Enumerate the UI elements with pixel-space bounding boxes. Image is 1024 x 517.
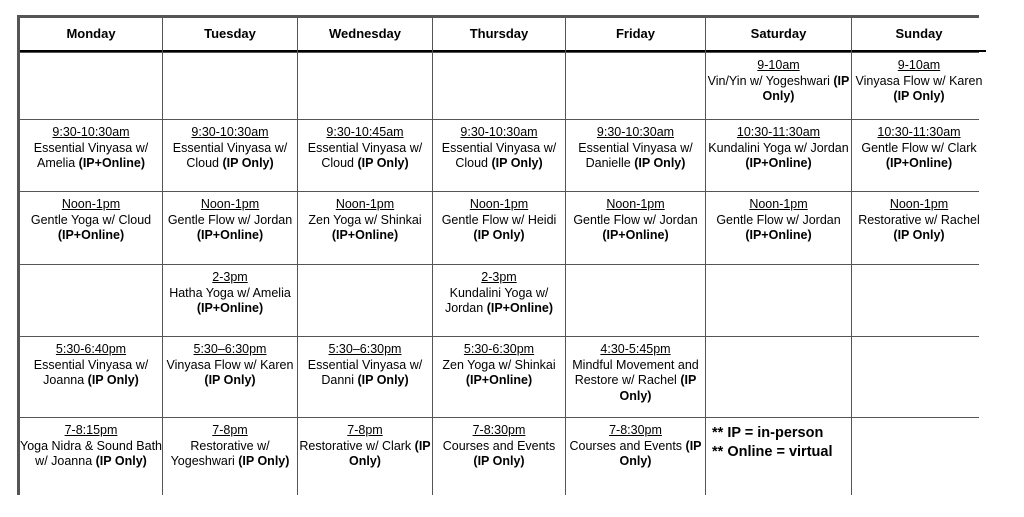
class-title: Gentle Flow w/ Heidi (441, 212, 557, 227)
class-mode: (IP+Online) (745, 156, 812, 170)
empty-slot (566, 53, 705, 119)
class-title: Gentle Flow w/ Jordan (167, 212, 293, 227)
class-slot (163, 418, 297, 498)
empty-slot (706, 337, 851, 417)
class-time: 2-3pm (212, 270, 248, 284)
empty-slot (566, 265, 705, 336)
legend-line: ** Online = virtual (712, 444, 833, 460)
class-slot (20, 418, 162, 498)
class-slot (433, 192, 565, 264)
class-mode: (IP Only) (619, 373, 697, 403)
class-mode: (IP Only) (634, 156, 686, 170)
class-slot (298, 120, 432, 191)
day-header-thursday: Thursday (433, 18, 565, 52)
class-time: 9:30-10:30am (596, 125, 675, 139)
class-mode: (IP Only) (95, 454, 147, 468)
class-time: 9:30-10:30am (460, 125, 538, 139)
class-slot (20, 192, 162, 264)
class-title: Mindful Movement and Restore w/ Rachel (572, 357, 699, 387)
class-time: 9:30-10:45am (326, 125, 404, 139)
class-title: Courses and Events (442, 438, 556, 453)
empty-slot (852, 265, 986, 336)
class-slot (706, 120, 851, 191)
class-mode: (IP Only) (222, 156, 274, 170)
class-mode: (IP+Online) (465, 373, 533, 387)
class-slot (706, 53, 851, 119)
class-slot (163, 192, 297, 264)
class-time: 7-8pm (347, 423, 383, 437)
class-mode: (IP+Online) (331, 228, 399, 242)
class-time: 5:30–6:30pm (328, 342, 402, 356)
class-time: 9:30-10:30am (191, 125, 269, 139)
class-slot (566, 120, 705, 191)
class-title: Restorative w/ Yogeshwari (170, 438, 270, 468)
class-title: Courses and Events (569, 438, 686, 453)
class-mode: (IP+Online) (57, 228, 125, 242)
class-time: 10:30-11:30am (736, 125, 821, 139)
class-slot (566, 192, 705, 264)
class-title: Essential Vinyasa w/ Danielle (578, 140, 693, 170)
class-slot (566, 418, 705, 498)
class-time: Noon-1pm (200, 197, 260, 211)
empty-slot (433, 53, 565, 119)
class-title: Kundalini Yoga w/ Jordan (708, 140, 849, 155)
class-title: Kundalini Yoga w/ Jordan (444, 285, 549, 315)
class-title: Vinyasa Flow w/ Karen (855, 73, 983, 88)
class-slot (433, 418, 565, 498)
class-slot (298, 337, 432, 417)
legend (706, 418, 851, 498)
class-slot (706, 192, 851, 264)
class-mode: (IP Only) (357, 156, 409, 170)
class-title: Yoga Nidra & Sound Bath w/ Joanna (20, 438, 162, 468)
class-time: 10:30-11:30am (877, 125, 961, 139)
class-mode: (IP+Online) (196, 228, 264, 242)
day-header-saturday: Saturday (706, 18, 851, 52)
class-time: Noon-1pm (749, 197, 808, 211)
class-mode: (IP Only) (893, 89, 945, 103)
empty-slot (298, 53, 432, 119)
class-time: Noon-1pm (889, 197, 949, 211)
class-mode: (IP+Online) (745, 228, 812, 242)
empty-slot (852, 337, 986, 417)
class-title: Essential Vinyasa w/ Joanna (33, 357, 149, 387)
class-time: Noon-1pm (469, 197, 529, 211)
day-header-friday: Friday (566, 18, 705, 52)
class-mode: (IP+Online) (602, 228, 669, 242)
class-slot (20, 120, 162, 191)
class-title: Essential Vinyasa w/ Cloud (441, 140, 557, 170)
class-title: Essential Vinyasa w/ Amelia (33, 140, 149, 170)
class-mode: (IP+Online) (885, 156, 953, 170)
class-title: Hatha Yoga w/ Amelia (169, 285, 291, 300)
class-slot (298, 192, 432, 264)
class-time: Noon-1pm (335, 197, 395, 211)
class-time: 5:30-6:30pm (463, 342, 535, 356)
class-mode: (IP Only) (87, 373, 139, 387)
class-slot (566, 337, 705, 417)
class-title: Gentle Yoga w/ Cloud (30, 212, 152, 227)
class-slot (852, 120, 986, 191)
class-time: 9:30-10:30am (52, 125, 130, 139)
class-slot (433, 120, 565, 191)
class-time: 7-8pm (212, 423, 248, 437)
class-slot (433, 337, 565, 417)
day-header-tuesday: Tuesday (163, 18, 297, 52)
legend-line: ** IP = in-person (712, 425, 824, 441)
class-title: Gentle Flow w/ Jordan (716, 212, 841, 227)
class-mode: (IP Only) (238, 454, 290, 468)
class-slot (163, 265, 297, 336)
class-mode: (IP Only) (491, 156, 543, 170)
day-header-sunday: Sunday (852, 18, 986, 52)
class-time: 5:30–6:30pm (193, 342, 267, 356)
class-mode: (IP Only) (204, 373, 256, 387)
class-slot (163, 337, 297, 417)
class-title: Gentle Flow w/ Jordan (573, 212, 698, 227)
class-title: Restorative w/ Rachel (858, 212, 980, 227)
class-title: Zen Yoga w/ Shinkai (442, 357, 556, 372)
class-time: Noon-1pm (606, 197, 665, 211)
empty-slot (20, 265, 162, 336)
class-time: 5:30-6:40pm (55, 342, 127, 356)
empty-slot (706, 265, 851, 336)
weekly-schedule-table (17, 15, 983, 495)
class-slot (433, 265, 565, 336)
class-title: Restorative w/ Clark (299, 438, 415, 453)
empty-slot (163, 53, 297, 119)
class-mode: (IP+Online) (486, 301, 554, 315)
empty-slot (20, 53, 162, 119)
class-mode: (IP Only) (893, 228, 945, 242)
class-mode: (IP Only) (357, 373, 409, 387)
class-mode: (IP Only) (473, 228, 525, 242)
class-time: 7-8:30pm (472, 423, 526, 437)
day-header-monday: Monday (20, 18, 162, 52)
day-header-wednesday: Wednesday (298, 18, 432, 52)
class-mode: (IP Only) (473, 454, 525, 468)
class-title: Gentle Flow w/ Clark (861, 140, 977, 155)
class-title: Vin/Yin w/ Yogeshwari (707, 73, 834, 88)
class-title: Essential Vinyasa w/ Danni (307, 357, 423, 387)
class-title: Zen Yoga w/ Shinkai (308, 212, 422, 227)
empty-slot (852, 418, 986, 498)
class-slot (298, 418, 432, 498)
class-mode: (IP Only) (349, 438, 431, 468)
class-slot (852, 53, 986, 119)
class-title: Essential Vinyasa w/ Cloud (307, 140, 423, 170)
class-time: 2-3pm (481, 270, 517, 284)
class-mode: (IP+Online) (196, 301, 264, 315)
class-mode: (IP+Online) (78, 156, 145, 170)
class-time: 7-8:15pm (64, 423, 118, 437)
class-mode: (IP Only) (762, 73, 850, 103)
class-time: Noon-1pm (61, 197, 121, 211)
class-mode: (IP Only) (619, 438, 702, 468)
class-slot (163, 120, 297, 191)
class-title: Essential Vinyasa w/ Cloud (172, 140, 288, 170)
class-time: 9-10am (897, 58, 941, 72)
class-time: 4:30-5:45pm (600, 342, 671, 356)
class-slot (852, 192, 986, 264)
class-title: Vinyasa Flow w/ Karen (166, 357, 294, 372)
class-time: 9-10am (757, 58, 800, 72)
class-time: 7-8:30pm (609, 423, 662, 437)
class-slot (20, 337, 162, 417)
empty-slot (298, 265, 432, 336)
